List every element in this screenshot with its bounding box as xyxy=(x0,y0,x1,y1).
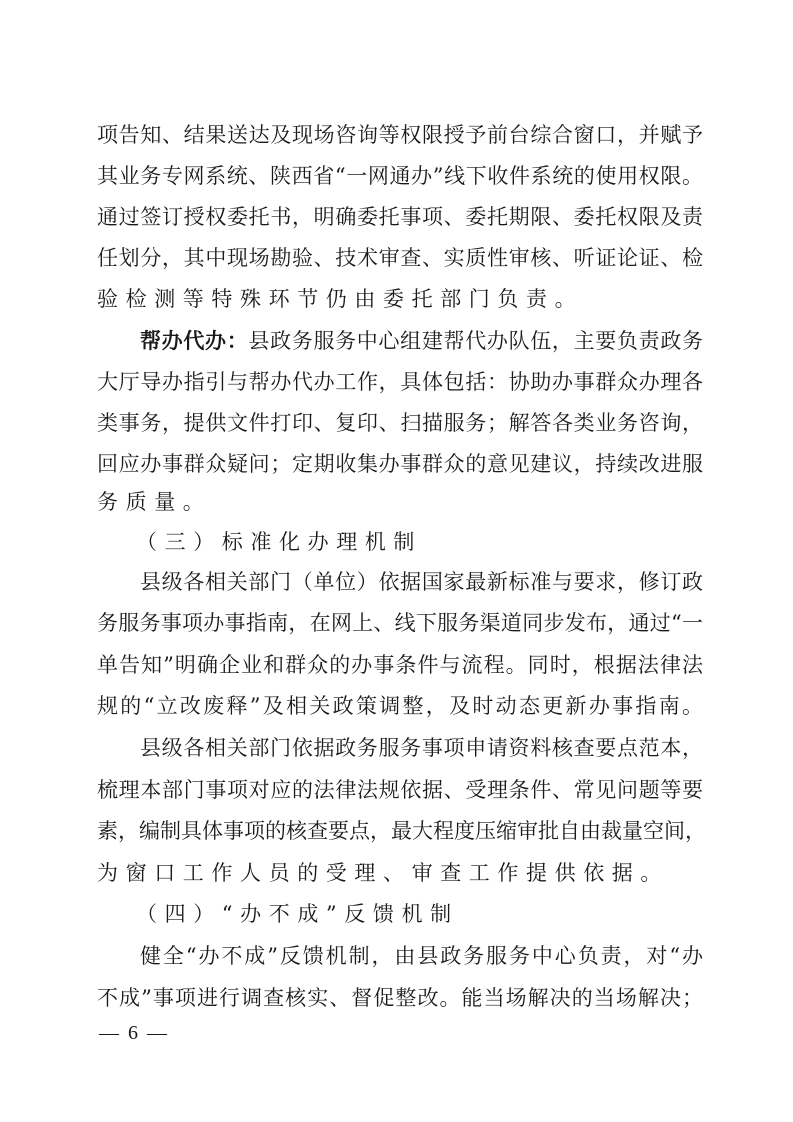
text-line: 不成”事项进行调查核实、督促整改。能当场解决的当场解决； xyxy=(97,986,703,1010)
text-line: 县级各相关部门依据政务服务事项申请资料核查要点范本， xyxy=(140,736,703,760)
text-line: 规的“立改废释”及相关政策调整，及时动态更新办事指南。 xyxy=(97,694,703,718)
text-line: 务服务事项办事指南，在网上、线下服务渠道同步发布，通过“一 xyxy=(97,611,703,635)
paragraph-lead-line xyxy=(140,326,703,356)
text-line: 梳理本部门事项对应的法律法规依据、受理条件、常见问题等要 xyxy=(97,778,703,802)
text-line: 为窗口工作人员的受理、审查工作提供依据。 xyxy=(97,861,669,885)
page-number: — 6 — xyxy=(99,1022,169,1044)
text-line: 通过签订授权委托书，明确委托事项、委托期限、委托权限及责 xyxy=(97,205,703,229)
text-line: 县级各相关部门（单位）依据国家最新标准与要求，修订政 xyxy=(140,570,703,594)
text-run: 县政务服务中心组建帮代办队伍，主要负责政务 xyxy=(248,329,704,353)
section-heading: （四）“办不成”反馈机制 xyxy=(136,902,459,926)
text-line: 务质量。 xyxy=(97,490,212,514)
bold-lead: 帮办代办： xyxy=(140,328,249,353)
text-line: 大厅导办指引与帮办代办工作，具体包括：协助办事群众办理各 xyxy=(97,370,703,394)
text-line: 素，编制具体事项的核查要点，最大程度压缩审批自由裁量空间， xyxy=(97,819,706,843)
text-line: 健全“办不成”反馈机制，由县政务服务中心负责，对“办 xyxy=(140,944,703,968)
text-line: 任划分，其中现场勘验、技术审查、实质性审核、听证论证、检 xyxy=(97,246,703,270)
text-line: 其业务专网系统、陕西省“一网通办”线下收件系统的使用权限。 xyxy=(97,164,703,188)
text-line: 项告知、结果送达及现场咨询等权限授予前台综合窗口，并赋予 xyxy=(97,123,703,147)
text-line: 回应办事群众疑问；定期收集办事群众的意见建议，持续改进服 xyxy=(97,452,703,476)
text-line: 验检测等特殊环节仍由委托部门负责。 xyxy=(97,287,584,311)
text-line: 类事务，提供文件打印、复印、扫描服务；解答各类业务咨询， xyxy=(97,411,703,435)
text-line: 单告知”明确企业和群众的办事条件与流程。同时，根据法律法 xyxy=(97,653,703,677)
section-heading: （三）标准化办理机制 xyxy=(136,530,422,554)
